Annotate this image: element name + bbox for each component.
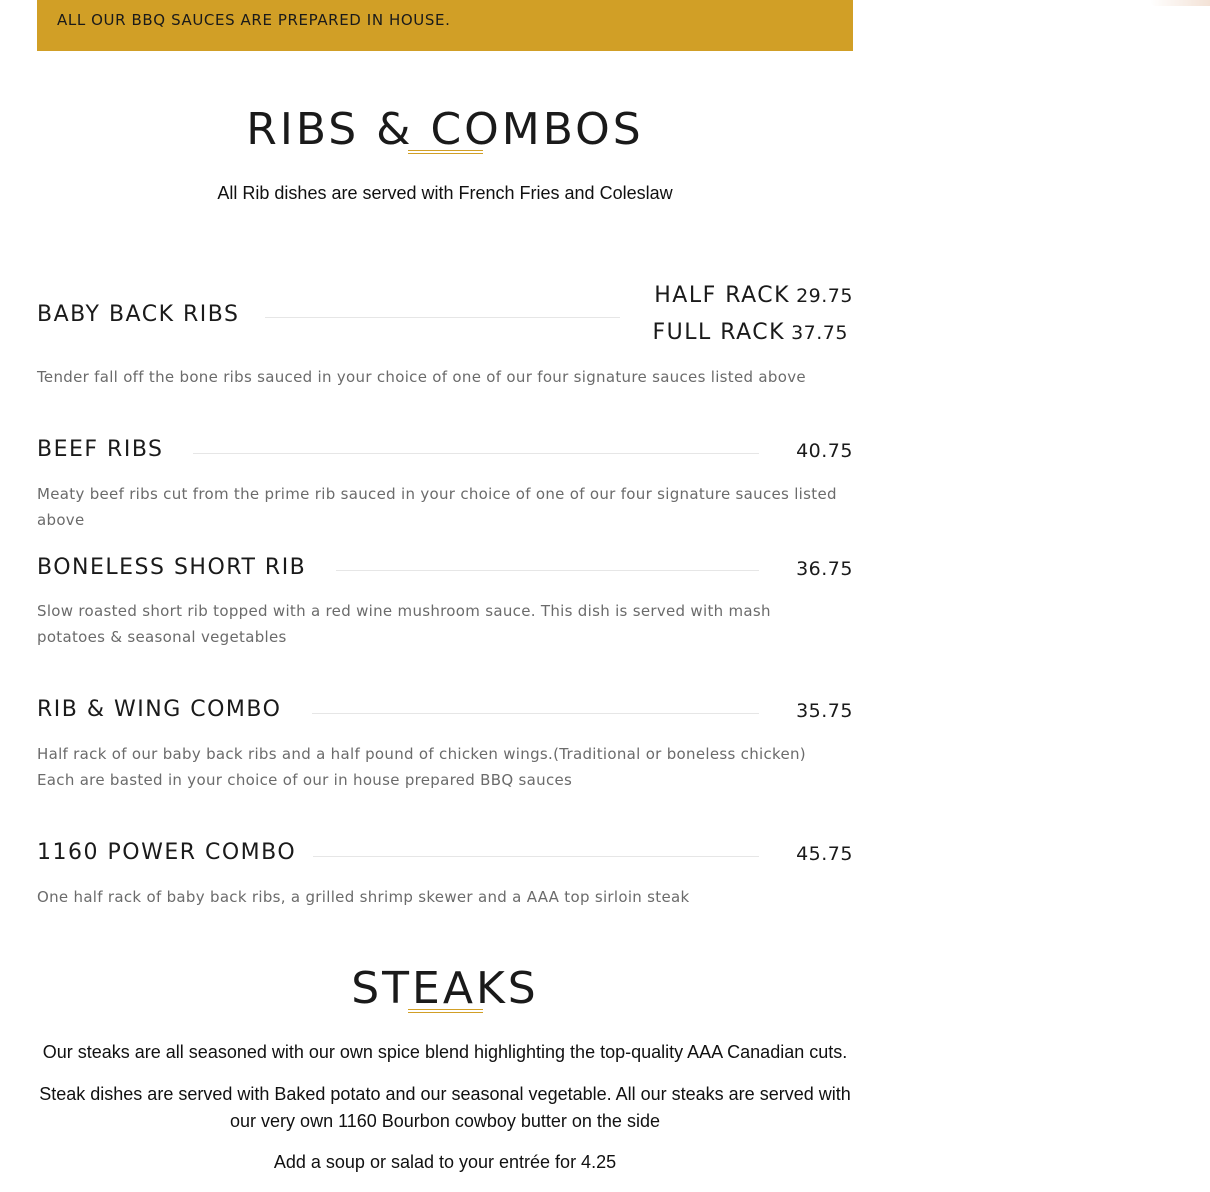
ribs-title-underline [408, 150, 483, 154]
item-name: BONELESS SHORT RIB [37, 555, 307, 580]
item-divider-line [193, 453, 759, 454]
decorative-image-edge [1150, 0, 1210, 6]
item-price: 36.75 [796, 558, 853, 580]
item-description: Slow roasted short rib topped with a red wine mushroom sauce. This dish is served with mash potatoes & seasonal vegetables [37, 602, 771, 646]
item-name: RIB & WING COMBO [37, 697, 282, 722]
item-description: Tender fall off the bone ribs sauced in your choice of one of our four signature sauces listed above [37, 368, 806, 386]
full-rack-value: 37.75 [791, 322, 848, 344]
item-divider-line [265, 317, 620, 318]
item-description: Meaty beef ribs cut from the prime rib sauced in your choice of one of our four signature sauces listed above [37, 485, 837, 529]
item-price: 40.75 [796, 440, 853, 462]
half-rack-label: HALF RACK [654, 283, 791, 308]
half-rack-value: 29.75 [796, 285, 853, 307]
item-divider-line [336, 570, 759, 571]
item-name: BEEF RIBS [37, 437, 164, 462]
item-name: BABY BACK RIBS [37, 302, 240, 327]
item-divider-line [312, 713, 759, 714]
full-rack-label: FULL RACK [652, 320, 786, 345]
item-description: Half rack of our baby back ribs and a half pound of chicken wings.(Traditional or boneless chicken) Each are basted in your choice of our in house prepared BBQ sauces [37, 745, 806, 789]
full-rack-price [652, 320, 848, 345]
steaks-intro-line-3: Add a soup or salad to your entrée for 4.25 [273, 1152, 617, 1172]
ribs-section-title: RIBS & COMBOS [246, 104, 644, 155]
steaks-title-underline [408, 1009, 483, 1013]
item-price: 35.75 [796, 700, 853, 722]
item-name: 1160 POWER COMBO [37, 840, 297, 865]
item-price: 45.75 [796, 843, 853, 865]
steaks-intro-line-1: Our steaks are all seasoned with our own spice blend highlighting the top-quality AAA Canadian cuts. [42, 1042, 848, 1062]
steaks-section-title: STEAKS [351, 963, 539, 1014]
sauce-notice-banner [37, 0, 853, 51]
steaks-intro-line-2: Steak dishes are served with Baked potato and our seasonal vegetable. All our steaks are served with our very own 1160 Bourbon cowboy butter on the side [39, 1084, 851, 1131]
item-divider-line [313, 856, 759, 857]
half-rack-price [654, 283, 853, 308]
item-description: One half rack of baby back ribs, a grilled shrimp skewer and a AAA top sirloin steak [37, 888, 690, 906]
sauce-notice-text: ALL OUR BBQ SAUCES ARE PREPARED IN HOUSE. [57, 11, 451, 29]
ribs-section-subtitle: All Rib dishes are served with French Fries and Coleslaw [217, 183, 673, 203]
